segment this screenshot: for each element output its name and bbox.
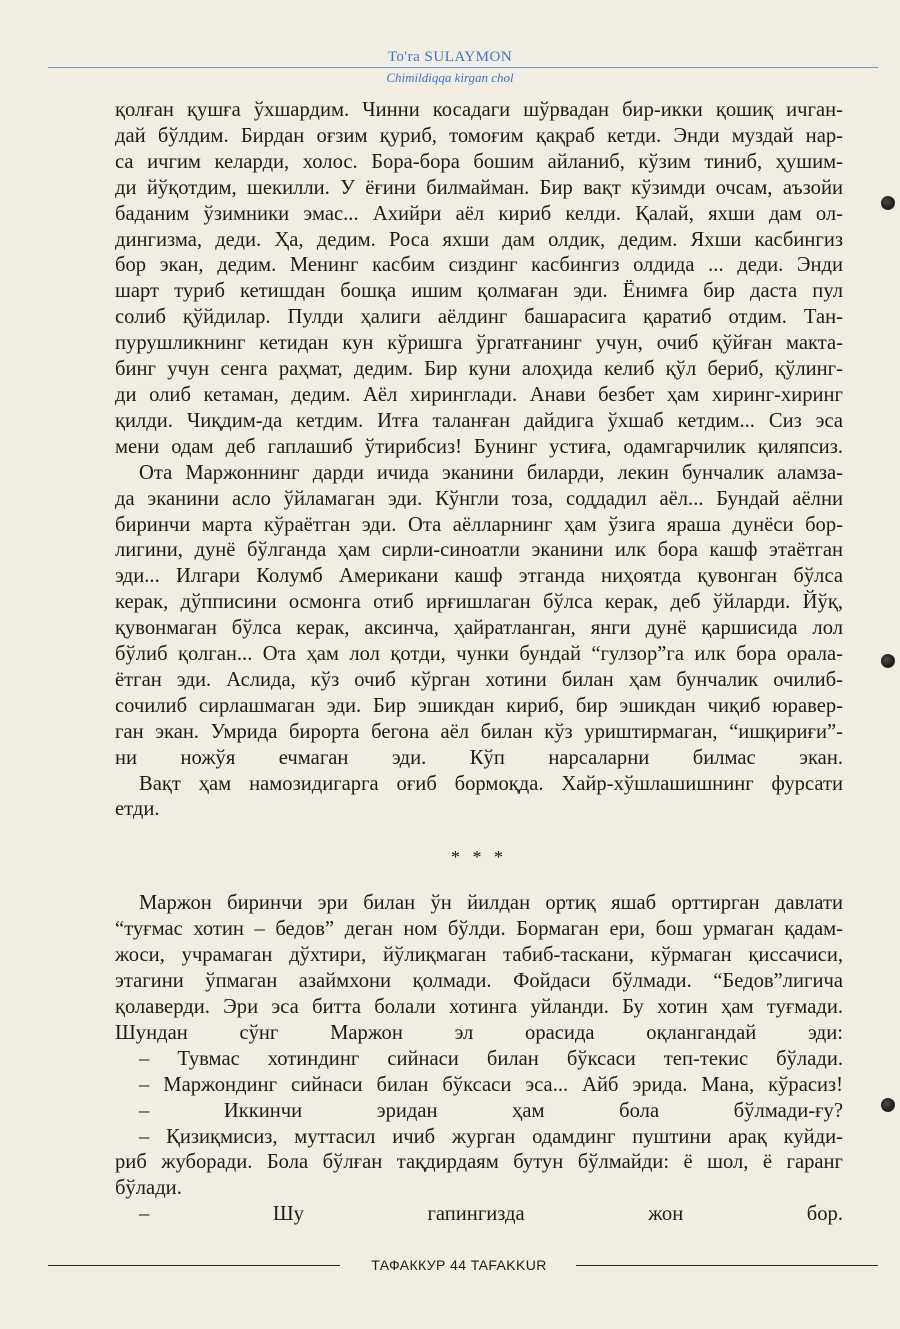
dialogue-line <box>115 1099 843 1125</box>
text-line: ни ножўя ечмаган эди. Кўп нарсаларни билмас экан. <box>115 746 843 769</box>
binder-hole <box>881 196 895 210</box>
paragraph-3 <box>115 772 843 824</box>
dialogue-block <box>115 1047 843 1228</box>
header-rule <box>48 67 878 68</box>
text-line: биринчи марта кўраётган эди. Ота аёлларнинг ҳам ўзига яраша дунёси бор- <box>115 513 843 536</box>
dialogue-line <box>115 1073 843 1099</box>
text-line: етди. <box>115 798 160 821</box>
text-line: ган экан. Умрида бирорта бегона аёл билан кўз уриштирмаган, “ишқириғи”- <box>115 720 843 743</box>
text-line: – Иккинчи эридан ҳам бола бўлмади-ғу? <box>139 1099 843 1122</box>
text-line: қувонмаган бўлса керак, аксинча, ҳайратланган, янги дунё қаршисида лол <box>115 617 843 640</box>
text-line: этагини ўпмаган азаймхони қолмади. Фойдаси бўлмади. “Бедов”лигича <box>115 970 843 993</box>
text-line: бинг учун сенга раҳмат, дедим. Бир куни алоҳида келиб қўл бериб, қўлинг- <box>115 358 843 381</box>
footer-right-rule <box>576 1265 878 1266</box>
text-line: Маржон биринчи эри билан ўн йилдан ортиқ яшаб орттирган давлати <box>139 892 843 915</box>
text-line: мени одам деб гаплашиб ўтирибсиз! Бунинг устиға, одамгарчилик қиляпсиз. <box>115 435 843 458</box>
text-line: – Қизиқмисиз, муттасил ичиб журган одамдинг пуштини арақ куйди- <box>139 1125 843 1148</box>
text-line: керак, дўпписини осмонга отиб ирғишлаган бўлса керак, деб ўйларди. Йўқ, <box>115 591 843 614</box>
text-line: шарт туриб кетишдан бошқа ишим қолмаған эди. Ёнимға бир даста пул <box>115 280 843 303</box>
text-line: “туғмас хотин – бедов” деган ном бўлди. Бормаган ери, бош урмаган қадам- <box>115 918 843 941</box>
text-line: лигини, дунё бўлганда ҳам сирли-синоатли эканини илк бора кашф этаётган <box>115 539 843 562</box>
text-line: жоси, учрамаган дўхтири, йўлиқмаган табиб-таскани, кўрмаган қиссачиси, <box>115 944 843 967</box>
text-line: эди... Илгари Колумб Американи кашф этганда ниҳоятда қувонган бўлса <box>115 565 843 588</box>
article-body <box>115 98 843 1228</box>
dialogue-line <box>115 1202 843 1228</box>
text-line: бўлади. <box>115 1177 182 1200</box>
text-line: пурушликнинг кетидан кун кўришга ўргатғанинг учун, очиб қўйған макта- <box>115 332 843 355</box>
text-line: Вақт ҳам намозидигарга оғиб бормоқда. Хайр-хўшлашишнинг фурсати <box>139 772 843 795</box>
text-line: дай бўлдим. Бирдан оғзим қуриб, томоғим қақраб кетди. Энди муздай нар- <box>115 124 843 147</box>
text-line: Ота Маржоннинг дарди ичида эканини биларди, лекин бунчалик аламза- <box>139 461 843 484</box>
section-separator: * * * <box>451 847 507 868</box>
footer-page-label: ТАФАККУР 44 TAFAKKUR <box>371 1257 547 1273</box>
text-line: – Шу гапингизда жон бор. <box>139 1203 843 1226</box>
page-footer <box>48 1256 878 1274</box>
text-line: қилди. Чиқдим-да кетдим. Итға таланған дайдига ўхшаб кетдим... Сиз эса <box>115 409 843 432</box>
text-line: ди йўқотдим, шекилли. У ёғини билмайман. Бир вақт кўзимди очсам, аъзойи <box>115 176 843 199</box>
footer-left-rule <box>48 1265 340 1266</box>
paragraph-4 <box>115 891 843 1046</box>
text-line: қолаверди. Эри эса битта болали хотинга уйланди. Бу хотин ҳам туғмади. <box>115 996 843 1018</box>
text-line: сочилиб сирлашмаган эди. Бир эшикдан кириб, бир эшикдан чиқиб юравер- <box>115 694 843 717</box>
header-author: To'ra SULAYMON <box>387 49 513 65</box>
text-line: бор экан, дедим. Менинг касбим сиздинг касбингиз олдида ... деди. Энди <box>115 254 843 277</box>
text-line: ётган эди. Аслида, кўз очиб кўрган хотини билан ҳам бунчалик очилиб- <box>115 668 843 691</box>
dialogue-line <box>115 1125 843 1203</box>
binder-hole <box>881 654 895 668</box>
text-line: қолған қушға ўхшардим. Чинни косадаги шўрвадан бир-икки қошиқ ичган- <box>115 99 843 121</box>
text-line: са ичгим келарди, холос. Бора-бора бошим айланиб, кўзим тиниб, ҳушим- <box>115 150 843 173</box>
dialogue-line <box>115 1047 843 1073</box>
text-line: да эканини асло ўйламаган эди. Кўнгли тоза, соддадил аёл... Бундай аёлни <box>115 487 843 510</box>
text-line: солиб қўйдилар. Пулди ҳалиги аёлдинг башарасига қаратиб отдим. Тан- <box>115 306 843 329</box>
text-line: Шундан сўнг Маржон эл орасида оқлангандай эди: <box>115 1021 843 1044</box>
binder-hole <box>881 1098 895 1112</box>
text-line: бўлиб қолган... Ота ҳам лол қотди, чунки бундай “гулзор”га илк бора орала- <box>115 643 843 666</box>
paragraph-2 <box>115 461 843 772</box>
text-line: дингизма, деди. Ҳа, дедим. Роса яхши дам олдик, дедим. Яхши касбингиз <box>115 228 843 251</box>
text-line: – Тувмас хотиндинг сийнаси билан бўксаси теп-текис бўлади. <box>139 1047 843 1070</box>
running-header <box>0 48 900 86</box>
paragraph-1 <box>115 98 843 461</box>
text-line: – Маржондинг сийнаси билан бўксаси эса... Айб эрида. Мана, кўрасиз! <box>139 1073 843 1096</box>
header-subtitle: Chimildiqqa kirgan chol <box>386 70 514 85</box>
text-line: риб жуборади. Бола бўлған тақдирдаям бутун бўлмайди: ё шол, ё гаранг <box>115 1151 843 1174</box>
text-line: баданим ўзимники эмас... Ахийри аёл кириб келди. Қалай, яхши дам ол- <box>115 202 843 225</box>
text-line: ди олиб кетаман, дедим. Аёл хиринглади. Анави безбет ҳам хиринг-хиринг <box>115 383 843 406</box>
